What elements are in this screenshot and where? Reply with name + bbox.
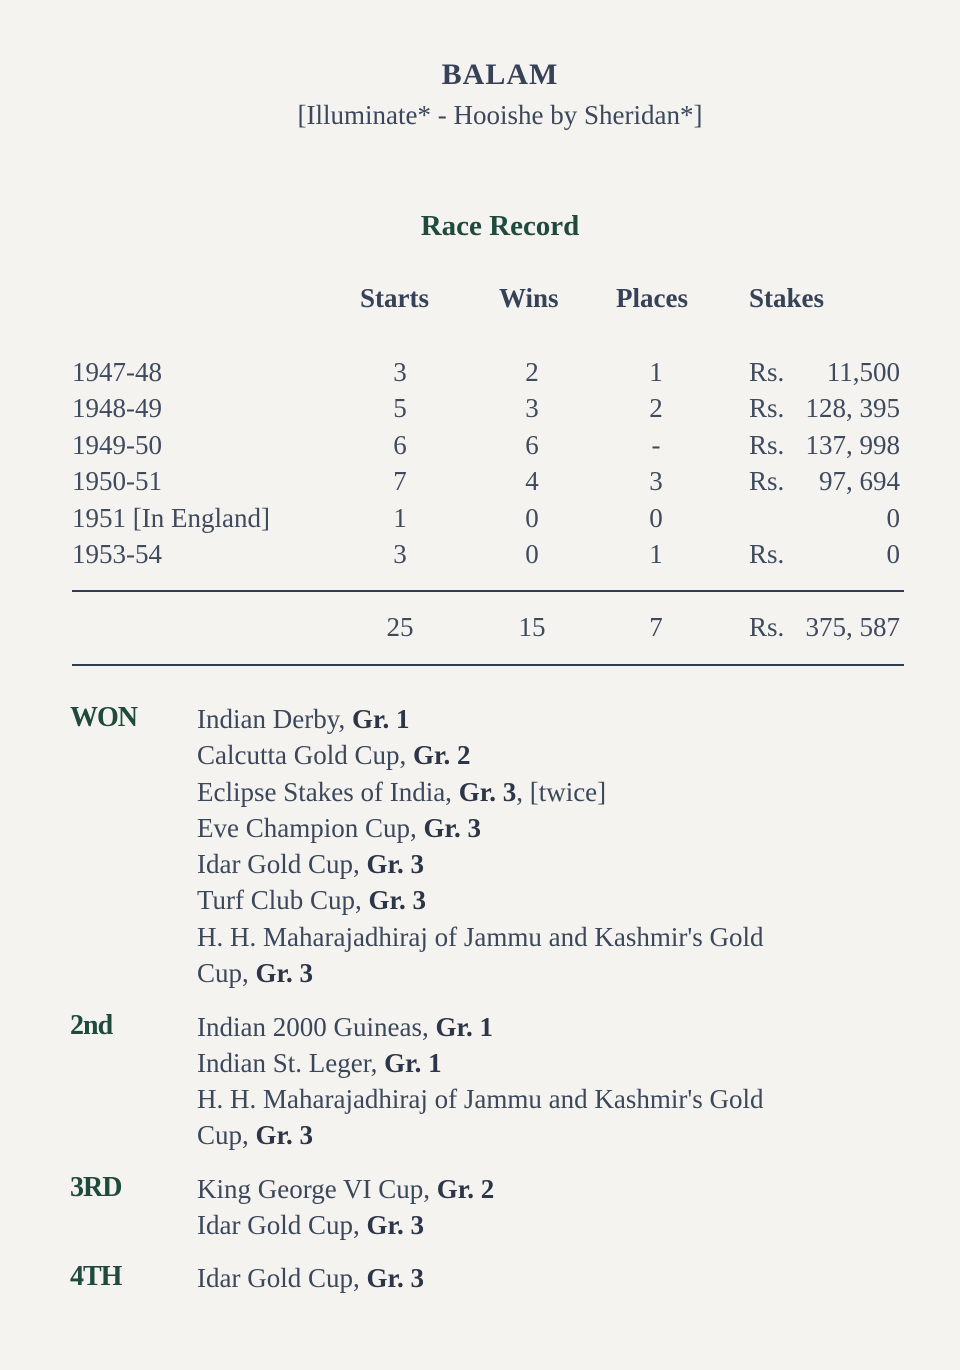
total-wins-cell: 15 [518, 612, 546, 642]
season-cell: 1951 [In England] [72, 503, 270, 533]
race-grade: Gr. 1 [384, 1048, 442, 1078]
race-name: Indian Derby, [197, 704, 346, 734]
race-grade: Gr. 3 [366, 849, 424, 879]
starts-cell: 3 [393, 357, 407, 387]
total-starts-cell: 25 [386, 612, 414, 642]
race-name: Eclipse Stakes of India, [197, 777, 452, 807]
race-entry [197, 919, 764, 991]
race-grade: Gr. 1 [435, 1012, 493, 1042]
places-cell: 3 [649, 466, 663, 496]
total-currency-cell: Rs. [749, 612, 785, 642]
race-grade: Gr. 3 [255, 958, 314, 988]
stakes-amount-cell: 128, 395 [805, 393, 900, 423]
table-row [0, 430, 960, 466]
race-name-line2: Cup, [197, 1120, 249, 1150]
wins-cell: 3 [525, 393, 539, 423]
places-cell: 2 [649, 393, 663, 423]
places-cell: - [651, 430, 661, 460]
stakes-amount-cell: 0 [886, 539, 900, 569]
second-label: 2nd [70, 1010, 113, 1041]
season-cell: 1949-50 [72, 430, 162, 460]
wins-cell: 0 [525, 503, 539, 533]
currency-cell: Rs. [749, 393, 785, 423]
season-cell: 1950-51 [72, 466, 162, 496]
won-label: WON [70, 702, 137, 733]
race-grade: Gr. 3 [366, 1263, 424, 1293]
column-header-stakes: Stakes [749, 283, 825, 313]
race-grade: Gr. 3 [458, 777, 517, 807]
race-entry [197, 1081, 764, 1153]
fourth-label: 4TH [70, 1261, 122, 1292]
stakes-amount-cell: 0 [886, 503, 900, 533]
places-cell: 0 [649, 503, 663, 533]
horse-pedigree: [Illuminate* - Hooishe by Sheridan*] [297, 100, 703, 130]
wins-cell: 4 [525, 466, 539, 496]
stakes-amount-cell: 97, 694 [819, 466, 900, 496]
totals-row [0, 612, 960, 648]
total-stakes-amount-cell: 375, 587 [805, 612, 900, 642]
race-name-line1: H. H. Maharajadhiraj of Jammu and Kashmir's Gold [197, 1084, 764, 1114]
race-name: Idar Gold Cup, [197, 1263, 360, 1293]
table-row [0, 393, 960, 429]
race-name: Eve Champion Cup, [197, 813, 417, 843]
table-row [0, 539, 960, 575]
race-name: Idar Gold Cup, [197, 849, 360, 879]
starts-cell: 6 [393, 430, 407, 460]
currency-cell: Rs. [749, 430, 785, 460]
wins-cell: 0 [525, 539, 539, 569]
race-entry [197, 1171, 494, 1207]
race-name: Calcutta Gold Cup, [197, 740, 407, 770]
season-cell: 1953-54 [72, 539, 162, 569]
race-grade: Gr. 1 [351, 704, 410, 734]
race-entry [197, 1009, 493, 1045]
column-header-wins: Wins [499, 283, 559, 313]
stakes-amount-cell: 11,500 [826, 357, 900, 387]
stakes-amount-cell: 137, 998 [805, 430, 900, 460]
race-entry [197, 774, 606, 810]
third-label: 3RD [70, 1172, 122, 1203]
places-cell: 1 [649, 357, 663, 387]
race-entry [197, 737, 471, 773]
race-grade: Gr. 3 [366, 1210, 424, 1240]
currency-cell: Rs. [749, 466, 785, 496]
race-entry [197, 810, 481, 846]
currency-cell: Rs. [749, 539, 785, 569]
currency-cell: Rs. [749, 357, 785, 387]
starts-cell: 7 [393, 466, 407, 496]
race-grade: Gr. 2 [412, 740, 471, 770]
race-grade: Gr. 3 [423, 813, 481, 843]
race-name-line2: Cup, [197, 958, 249, 988]
table-row [0, 466, 960, 502]
race-entry [197, 1260, 424, 1296]
table-divider [72, 590, 904, 592]
table-row [0, 503, 960, 539]
race-name: Turf Club Cup, [197, 885, 362, 915]
wins-cell: 6 [525, 430, 539, 460]
race-grade: Gr. 3 [255, 1120, 314, 1150]
race-entry [197, 1207, 424, 1243]
race-grade: Gr. 2 [436, 1174, 495, 1204]
table-bottom-rule [72, 664, 904, 666]
total-places-cell: 7 [649, 612, 663, 642]
column-header-places: Places [616, 283, 688, 313]
race-name: Indian 2000 Guineas, [197, 1012, 429, 1042]
race-note: , [twice] [516, 777, 607, 807]
places-cell: 1 [649, 539, 663, 569]
starts-cell: 5 [393, 393, 407, 423]
race-name: King George VI Cup, [197, 1174, 430, 1204]
race-entry [197, 1045, 442, 1081]
season-cell: 1948-49 [72, 393, 162, 423]
starts-cell: 1 [393, 503, 407, 533]
starts-cell: 3 [393, 539, 407, 569]
race-name: Indian St. Leger, [197, 1048, 378, 1078]
horse-name: BALAM [441, 58, 559, 91]
race-name: Idar Gold Cup, [197, 1210, 360, 1240]
wins-cell: 2 [525, 357, 539, 387]
column-header-starts: Starts [360, 283, 429, 313]
race-grade: Gr. 3 [368, 885, 427, 915]
season-cell: 1947-48 [72, 357, 162, 387]
race-record-title: Race Record [420, 210, 580, 242]
race-entry [197, 701, 409, 737]
race-entry [197, 882, 426, 918]
race-entry [197, 846, 424, 882]
race-name-line1: H. H. Maharajadhiraj of Jammu and Kashmir's Gold [197, 922, 764, 952]
table-row [0, 357, 960, 393]
